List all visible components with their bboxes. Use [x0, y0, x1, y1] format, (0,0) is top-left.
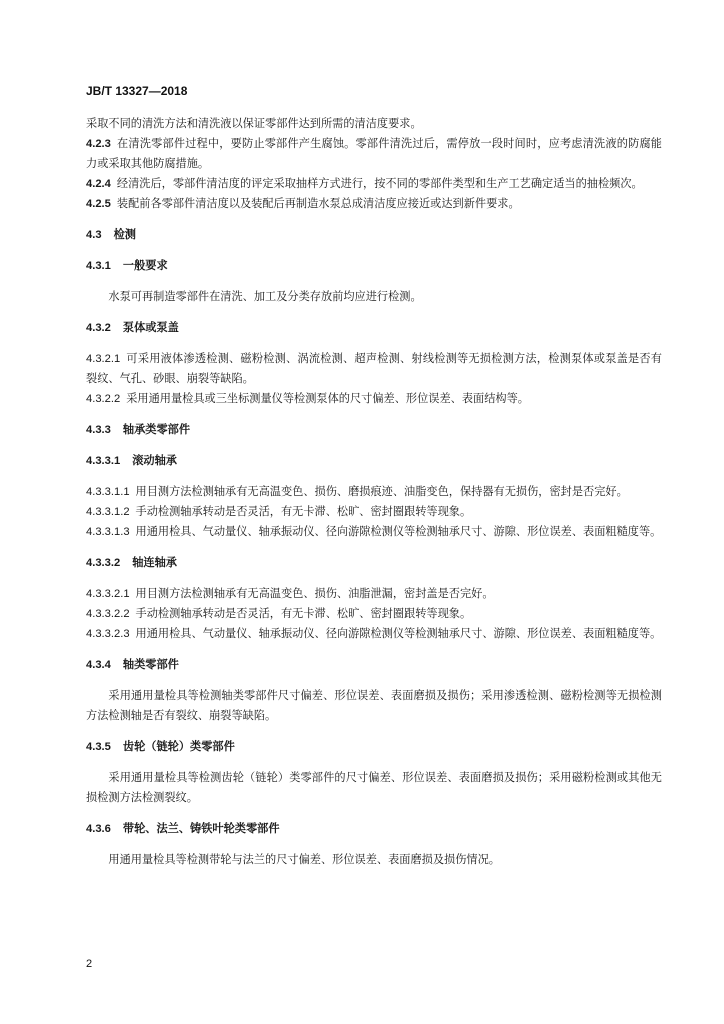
clause-4-2-4	[86, 174, 662, 194]
paragraph-text: 采用通用量检具等检测轴类零部件尺寸偏差、形位误差、表面磨损及损伤；采用渗透检测、磁粉检测等无损检测方法检测轴是否有裂纹、崩裂等缺陷。	[86, 689, 662, 722]
clause-text: 手动检测轴承转动是否灵活，有无卡滞、松旷、密封圈跟转等现象。	[135, 607, 472, 620]
section-title: 检测	[113, 228, 136, 241]
clause-4-3-3-1-1	[86, 482, 662, 502]
section-heading-4-3-3-2	[86, 553, 662, 573]
clause-4-3-3-1-3	[86, 522, 662, 542]
section-number: 4.3.1	[86, 260, 111, 272]
clause-number: 4.3.2.1	[86, 353, 121, 365]
clause-number: 4.3.3.1.3	[86, 526, 130, 538]
clause-4-2-5	[86, 194, 662, 214]
paragraph-4-3-4	[86, 686, 662, 726]
section-heading-4-3-5	[86, 737, 662, 757]
paragraph-text: 水泵可再制造零部件在清洗、加工及分类存放前均应进行检测。	[108, 290, 422, 303]
section-number: 4.3.3.1	[86, 455, 121, 467]
section-heading-4-3-2	[86, 318, 662, 338]
clause-4-3-3-1-2	[86, 502, 662, 522]
section-number: 4.3.3.2	[86, 557, 121, 569]
page-number: 2	[86, 958, 93, 970]
section-heading-4-3-3	[86, 420, 662, 440]
clause-4-3-2-1	[86, 349, 662, 389]
section-heading-4-3-1	[86, 256, 662, 276]
paragraph-text: 用通用量检具等检测带轮与法兰的尺寸偏差、形位误差、表面磨损及损伤情况。	[108, 853, 500, 866]
clause-number: 4.3.3.2.1	[86, 588, 130, 600]
section-title: 一般要求	[122, 259, 168, 272]
clause-text: 手动检测轴承转动是否灵活，有无卡滞、松旷、密封圈跟转等现象。	[135, 505, 472, 518]
clause-number: 4.3.3.2.2	[86, 608, 130, 620]
section-title: 轴类零部件	[122, 658, 179, 671]
section-title: 滚动轴承	[132, 454, 177, 467]
clause-number: 4.2.4	[86, 178, 111, 190]
clause-text: 在清洗零部件过程中，要防止零部件产生腐蚀。零部件清洗过后，需停放一段时间时，应考虑清洗液的防腐能力或采取其他防腐措施。	[86, 137, 662, 170]
clause-text: 可采用液体渗透检测、磁粉检测、涡流检测、超声检测、射线检测等无损检测方法，检测泵体或泵盖是否有裂纹、气孔、砂眼、崩裂等缺陷。	[86, 352, 662, 385]
clause-number: 4.2.5	[86, 198, 111, 210]
section-title: 泵体或泵盖	[122, 321, 179, 334]
section-title: 轴连轴承	[132, 556, 177, 569]
paragraph-text: 采取不同的清洗方法和清洗液以保证零部件达到所需的清洁度要求。	[86, 117, 422, 130]
section-number: 4.3.5	[86, 741, 111, 753]
clause-text: 采用通用量检具或三坐标测量仪等检测泵体的尺寸偏差、形位误差、表面结构等。	[126, 392, 529, 405]
paragraph-text: 采用通用量检具等检测齿轮（链轮）类零部件的尺寸偏差、形位误差、表面磨损及损伤；采用磁粉检测或其他无损检测方法检测裂纹。	[86, 771, 662, 804]
section-heading-4-3-6	[86, 819, 662, 839]
clause-text: 装配前各零部件清洁度以及装配后再制造水泵总成清洁度应接近或达到新件要求。	[116, 197, 520, 210]
section-number: 4.3.4	[86, 659, 111, 671]
section-title: 齿轮（链轮）类零部件	[122, 740, 235, 753]
section-number: 4.3.6	[86, 823, 111, 835]
clause-text: 用通用检具、气动量仪、轴承振动仪、径向游隙检测仪等检测轴承尺寸、游隙、形位误差、表面粗糙度等。	[135, 627, 662, 640]
clause-number: 4.3.3.1.2	[86, 506, 130, 518]
document-code-header: JB/T 13327—2018	[86, 84, 188, 98]
clause-number: 4.2.3	[86, 138, 111, 150]
section-heading-4-3	[86, 225, 662, 245]
paragraph-4-3-6	[86, 850, 662, 870]
clause-number: 4.3.2.2	[86, 393, 121, 405]
paragraph-4-3-5	[86, 768, 662, 808]
clause-text: 经清洗后，零部件清洁度的评定采取抽样方式进行，按不同的零部件类型和生产工艺确定适当的抽检频次。	[116, 177, 643, 190]
clause-number: 4.3.3.1.1	[86, 486, 130, 498]
paragraph-4-3-1	[86, 287, 662, 307]
section-title: 轴承类零部件	[122, 423, 191, 436]
clause-number: 4.3.3.2.3	[86, 628, 130, 640]
section-heading-4-3-4	[86, 655, 662, 675]
clause-text: 用目测方法检测轴承有无高温变色、损伤、磨损痕迹、油脂变色，保持器有无损伤，密封是否完好。	[135, 485, 628, 498]
document-body	[86, 114, 662, 870]
clause-4-3-3-2-2	[86, 604, 662, 624]
section-number: 4.3	[86, 229, 102, 241]
section-heading-4-3-3-1	[86, 451, 662, 471]
section-number: 4.3.2	[86, 322, 111, 334]
clause-text: 用通用检具、气动量仪、轴承振动仪、径向游隙检测仪等检测轴承尺寸、游隙、形位误差、表面粗糙度等。	[135, 525, 662, 538]
section-title: 带轮、法兰、铸铁叶轮类零部件	[122, 822, 280, 835]
clause-4-3-3-2-3	[86, 624, 662, 644]
paragraph-continued	[86, 114, 662, 134]
clause-4-2-3	[86, 134, 662, 174]
clause-text: 用目测方法检测轴承有无高温变色、损伤、油脂泄漏，密封盖是否完好。	[135, 587, 494, 600]
section-number: 4.3.3	[86, 424, 111, 436]
clause-4-3-3-2-1	[86, 584, 662, 604]
clause-4-3-2-2	[86, 389, 662, 409]
